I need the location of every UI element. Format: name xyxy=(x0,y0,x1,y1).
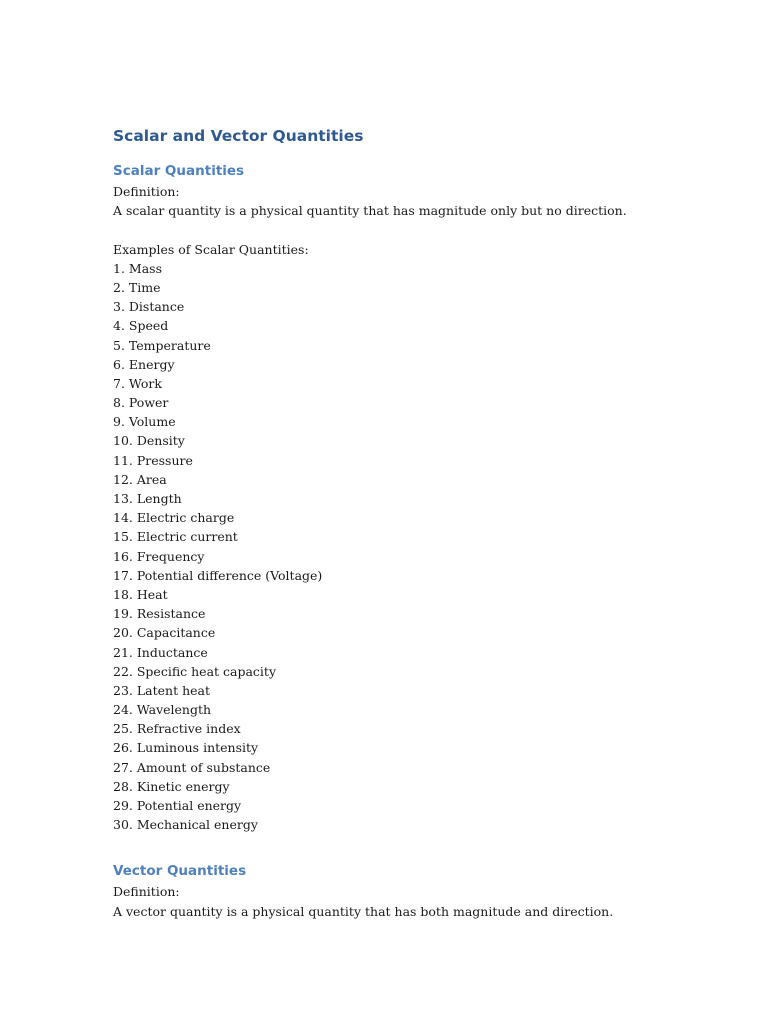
list-item: 8. Power xyxy=(113,395,169,411)
list-item: 22. Specific heat capacity xyxy=(113,663,277,679)
list-item: 6. Energy xyxy=(113,356,175,372)
spacer xyxy=(113,148,713,160)
list-item: 17. Potential difference (Voltage) xyxy=(113,567,323,583)
list-item: 16. Frequency xyxy=(113,548,205,564)
vector-definition-text: A vector quantity is a physical quantity that has both magnitude and direction. xyxy=(113,903,614,919)
list-item: 21. Inductance xyxy=(113,644,208,660)
list-item: 7. Work xyxy=(113,375,162,391)
list-item: 30. Mechanical energy xyxy=(113,817,258,833)
spacer xyxy=(113,220,713,239)
scalar-definition-label: Definition: xyxy=(113,184,180,199)
list-item: 24. Wavelength xyxy=(113,702,212,718)
vector-definition-label: Definition: xyxy=(113,884,180,900)
scalar-examples-label: Examples of Scalar Quantities: xyxy=(113,241,309,257)
scalar-heading: Scalar Quantities xyxy=(113,163,245,179)
list-item: 18. Heat xyxy=(113,586,168,602)
spacer xyxy=(113,834,713,860)
list-item: 28. Kinetic energy xyxy=(113,778,230,794)
list-item: 5. Temperature xyxy=(113,337,211,353)
list-item: 2. Time xyxy=(113,279,161,295)
list-item: 4. Speed xyxy=(113,318,169,334)
list-item: 13. Length xyxy=(113,491,182,506)
scalar-section xyxy=(113,160,713,834)
scalar-examples-list xyxy=(113,259,713,835)
list-item: 20. Capacitance xyxy=(113,625,216,641)
list-item: 10. Density xyxy=(113,433,185,449)
list-item: 9. Volume xyxy=(113,414,176,430)
document-body xyxy=(113,124,713,921)
document-title: Scalar and Vector Quantities xyxy=(113,127,364,145)
vector-heading: Vector Quantities xyxy=(113,863,247,880)
list-item: 14. Electric charge xyxy=(113,510,235,526)
list-item: 15. Electric current xyxy=(113,529,238,545)
list-item: 19. Resistance xyxy=(113,606,206,622)
list-item: 26. Luminous intensity xyxy=(113,740,259,756)
list-item: 27. Amount of substance xyxy=(113,759,271,775)
list-item: 1. Mass xyxy=(113,260,162,276)
list-item: 12. Area xyxy=(113,471,167,487)
list-item: 29. Potential energy xyxy=(113,798,242,813)
list-item: 23. Latent heat xyxy=(113,682,210,698)
scalar-definition-text: A scalar quantity is a physical quantity that has magnitude only but no direction. xyxy=(113,203,627,219)
list-item: 25. Refractive index xyxy=(113,721,241,737)
list-item: 11. Pressure xyxy=(113,452,193,468)
vector-section xyxy=(113,860,713,920)
list-item: 3. Distance xyxy=(113,299,185,315)
